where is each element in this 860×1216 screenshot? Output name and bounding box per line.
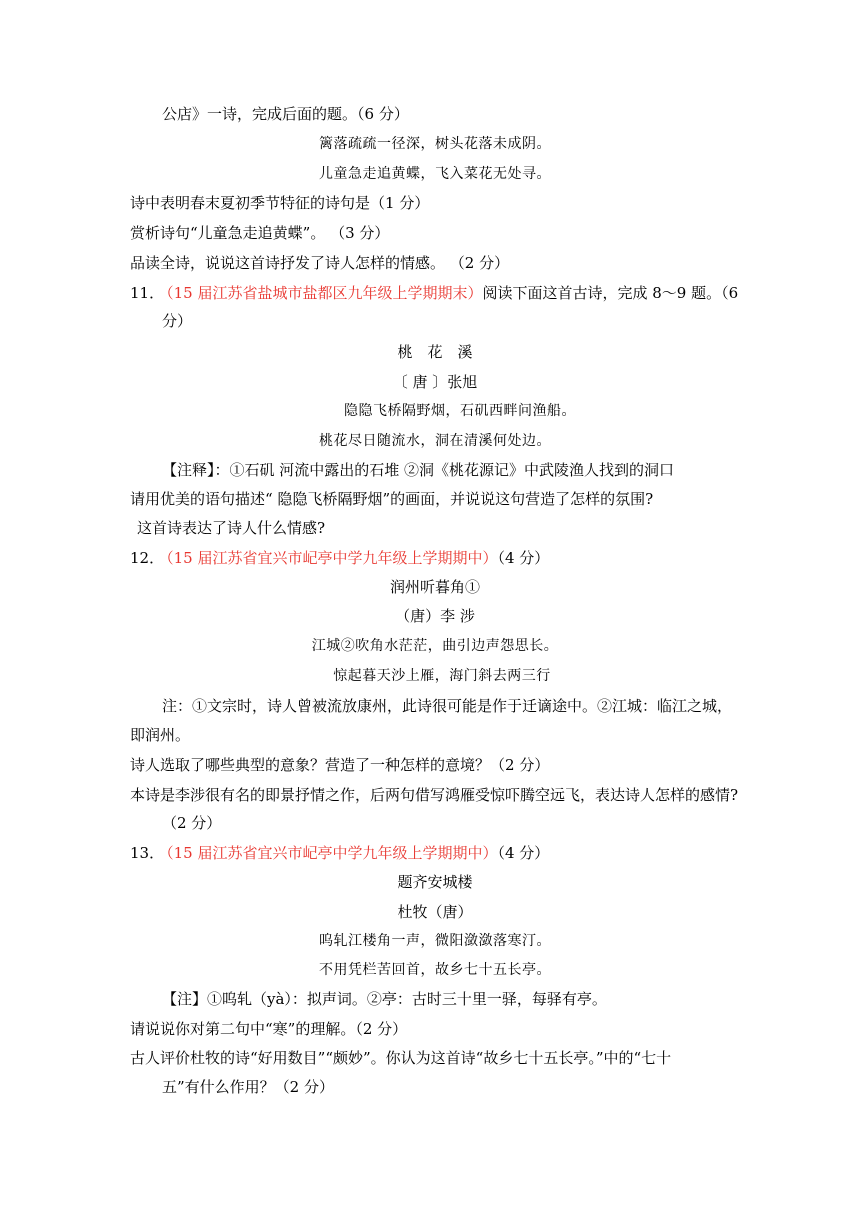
q13-poem-title: 题齐安城楼 — [397, 873, 473, 891]
q10-sub-question-1: 诗中表明春末夏初季节特征的诗句是（1 分） — [130, 194, 430, 212]
q12-sub-question-1: 诗人选取了哪些典型的意象？营造了一种怎样的意境？（2 分） — [130, 756, 550, 774]
q13-sub-question-2: 古人评价杜牧的诗“好用数目”“颇妙”。你认为这首诗“故乡七十五长亭。”中的“七十 — [130, 1049, 672, 1067]
q12-poem-line-1: 江城②吹角水茫茫，曲引边声怨思长。 — [311, 638, 559, 654]
q13-points: （4 分） — [497, 844, 550, 862]
q11-instruction-cont: 分） — [162, 312, 193, 330]
q11-poem-line-2: 桃花尽日随流水，洞在清溪何处边。 — [319, 433, 551, 449]
q11-poem-author: 〔 唐 〕张旭 — [392, 373, 478, 391]
q12-sub-question-2-cont: （2 分） — [162, 814, 222, 832]
q10-sub-question-3: 品读全诗，说说这首诗抒发了诗人怎样的情感。 （2 分） — [130, 254, 510, 272]
q12-points: （4 分） — [497, 549, 550, 567]
q11-instruction: 阅读下面这首古诗，完成 8～9 题。（6 — [482, 284, 739, 302]
q11-poem-title: 桃 花 溪 — [397, 343, 473, 361]
q11-sub-question-2: 这首诗表达了诗人什么情感? — [137, 519, 326, 537]
q13-poem-author: 杜牧（唐） — [397, 903, 473, 921]
q11-sub-question-1: 请用优美的语句描述“ 隐隐飞桥隔野烟”的画面，并说说这句营造了怎样的氛围? — [130, 490, 654, 508]
q12-heading — [130, 548, 740, 568]
q12-source: （15 届江苏省宜兴市屺亭中学九年级上学期期中） — [166, 549, 498, 567]
q13-source: （15 届江苏省宜兴市屺亭中学九年级上学期期中） — [166, 844, 498, 862]
q12-number: 12． — [130, 549, 165, 567]
q13-heading — [130, 843, 740, 863]
q13-number: 13． — [130, 844, 165, 862]
q13-sub-question-1: 请说说你对第二句中“寒”的理解。（2 分） — [130, 1020, 408, 1038]
q12-poem-author: （唐）李 涉 — [395, 607, 475, 625]
q11-heading — [130, 283, 740, 303]
q11-poem-line-1: 隐隐飞桥隔野烟，石矶西畔问渔船。 — [344, 403, 576, 419]
q12-sub-question-2: 本诗是李涉很有名的即景抒情之作，后两句借写鸿雁受惊吓腾空远飞，表达诗人怎样的感情? — [130, 786, 739, 804]
q13-sub-question-2-cont: 五”有什么作用？（2 分） — [162, 1078, 334, 1096]
q11-note: 【注释】：①石矶 河流中露出的石堆 ②洞《桃花源记》中武陵渔人找到的洞口 — [162, 461, 675, 479]
q10-intro-tail: 公店》一诗，完成后面的题。（6 分） — [162, 105, 409, 123]
q10-sub-question-2: 赏析诗句“儿童急走追黄蝶”。 （3 分） — [130, 224, 390, 242]
q10-poem-line-1: 篱落疏疏一径深，树头花落未成阴。 — [319, 136, 551, 152]
q13-poem-line-1: 呜轧江楼角一声，微阳潋潋落寒汀。 — [319, 933, 551, 949]
q13-poem-line-2: 不用凭栏苦回首，故乡七十五长亭。 — [319, 962, 551, 978]
q10-poem-line-2: 儿童急走追黄蝶，飞入菜花无处寻。 — [319, 166, 551, 182]
q12-note-line-1: 注：①文宗时，诗人曾被流放康州，此诗很可能是作于迁谪途中。②江城：临江之城， — [162, 697, 733, 715]
q11-source: （15 届江苏省盐城市盐都区九年级上学期期末） — [166, 284, 483, 302]
q12-poem-line-2: 惊起暮天沙上雁，海门斜去两三行 — [333, 668, 551, 684]
q13-note: 【注】①呜轧（yà）：拟声词。②亭：古时三十里一驿，每驿有亭。 — [162, 990, 607, 1008]
q12-note-line-2: 即润州。 — [130, 726, 191, 744]
q11-number: 11． — [130, 284, 165, 302]
q12-poem-title: 润州听暮角① — [389, 578, 480, 596]
